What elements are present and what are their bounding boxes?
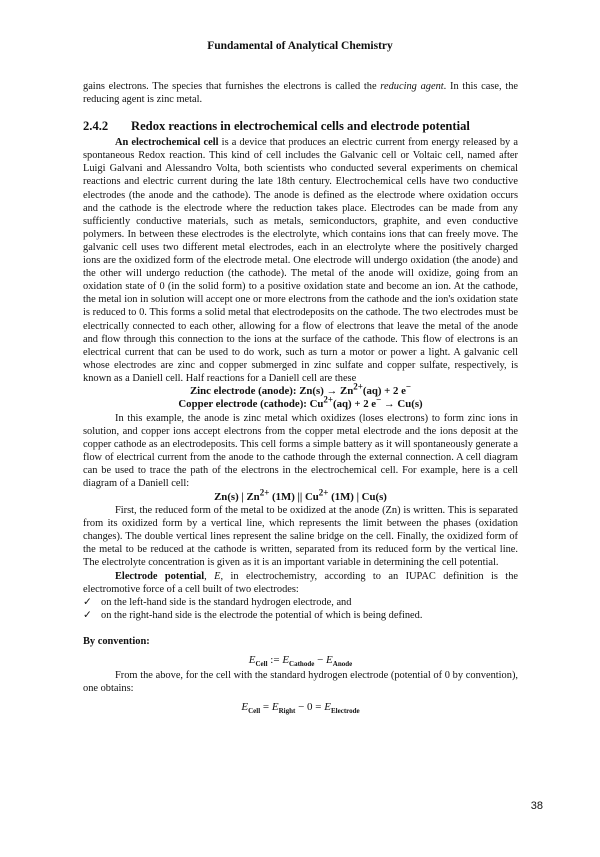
reducing-agent-term: reducing agent	[380, 81, 444, 92]
f2-e3: E	[324, 701, 331, 714]
f2-mid: − 0 =	[295, 701, 325, 714]
diagram-charge-1: 2+	[259, 486, 270, 497]
f2-s2: Right	[278, 707, 296, 716]
diagram-c: (1M) | Cu(s)	[328, 490, 387, 503]
f1-e3: E	[326, 653, 333, 666]
diagram-b: (1M) || Cu	[269, 490, 319, 503]
checkmark-icon: ✓	[83, 596, 92, 608]
running-header: Fundamental of Analytical Chemistry	[207, 40, 393, 52]
convention-heading: By convention:	[83, 635, 150, 647]
f2-eq: =	[260, 701, 272, 714]
cell-diagram	[83, 486, 518, 505]
f1-s2: Cathode	[289, 660, 315, 669]
copper-eq-c: → Cu(s)	[381, 398, 423, 411]
f2-s3: Electrode	[331, 707, 360, 716]
copper-eq-electron: −	[376, 394, 382, 405]
f1-e1: E	[248, 653, 256, 666]
cell-potential-formula	[83, 653, 518, 667]
zinc-eq-charge: 2+	[353, 381, 363, 392]
diagram-a: Zn(s) | Zn	[214, 490, 260, 503]
electrode-potential-paragraph	[83, 570, 518, 596]
potential-symbol: E	[214, 570, 221, 582]
checkmark-icon: ✓	[83, 609, 92, 621]
intro-paragraph	[83, 80, 518, 106]
copper-eq-b: (aq) + 2 e	[333, 398, 377, 411]
zinc-eq-a: Zinc electrode (anode): Zn(s) → Zn	[189, 384, 354, 397]
zinc-eq-b: (aq) + 2 e	[362, 384, 406, 397]
page-body	[83, 80, 518, 716]
first-paragraph: First, the reduced form of the metal to be oxidized at the anode (Zn) is written. This is separated from its oxidized form by a vertical line, which represents the limit between the phases (oxidation changes). The double vertical lines represent the saline bridge on the cell. Finally, the oxidized form of the metal to be reduced at the cathode is written, separated from its reduced form by the vertical line. The electrolyte concentration is given as it is an important variable in determining the cell potential.	[83, 505, 518, 569]
potential-text: , in electrochemistry, according to an IUPAC definition is the electromotive force of a cell built of two electrodes:	[83, 570, 518, 595]
electrochemical-cell-paragraph	[83, 136, 518, 385]
section-title: Redox reactions in electrochemical cells and electrode potential	[131, 119, 470, 134]
list-item	[83, 596, 518, 609]
page-number: 38	[530, 800, 543, 812]
electrochemical-cell-text: is a device that produces an electric current from energy released by a spontaneous Redox reaction. This kind of cell includes the Galvanic cell or Voltaic cell, named after Luigi Galvani and Alessandro Volta, both scientists who conducted several experiments on chemical reactions and electric current during the late 18th century. Electrochemical cells have two conductive electrodes (the anode and the cathode). The anode is defined as the electrode where oxidation occurs and the cathode is the electrode where the reduction takes place. Electrodes can be made from any sufficiently conductive materials, such as metals, semiconductors, graphite, and even conductive polymers. In between these electrodes is the electrolyte, which contains ions that can freely move. The galvanic cell uses two different metal electrodes, each in an electrolyte where the positively charged ions are the oxidized form of the electrode metal. One electrode will undergo oxidation (the anode) and the other will undergo reduction (the cathode). The metal of the anode will oxidize, going from an oxidation state of 0 (in the solid form) to a positive oxidation state and become an ion. At the cathode, the metal ion in solution will accept one or more electrons from the cathode and the ion's oxidation state is reduced to 0. This forms a solid metal that electrodeposits on the cathode. The two electrodes must be electrically connected to each other, allowing for a flow of electrons that leave the metal of the anode and flow through this connection to the ions at the surface of the cathode. This flow of electrons is an electrical current that can be used to do work, such as turn a motor or power a light. A galvanic cell whose electrodes are zinc and copper submerged in zinc sulfate and copper sulfate, respectively, is known as a Daniell cell. Half reactions for a Daniell cell are these	[83, 137, 518, 384]
bullet-text: on the right-hand side is the electrode the potential of which is being defined.	[101, 609, 423, 621]
electrode-potential-formula	[83, 700, 518, 714]
copper-eq-a: Copper electrode (cathode): Cu	[178, 398, 324, 411]
section-heading	[83, 119, 518, 134]
f1-s1: Cell	[255, 660, 268, 669]
diagram-charge-2: 2+	[318, 486, 329, 497]
bullet-text: on the left-hand side is the standard hydrogen electrode, and	[101, 596, 352, 608]
f2-s1: Cell	[248, 707, 261, 716]
intro-text-b: . In this case, the reducing agent is zinc metal.	[83, 81, 519, 106]
intro-text-a: gains electrons. The species that furnishes the electrons is called the	[83, 81, 381, 92]
zinc-eq-electron: −	[405, 381, 412, 392]
above-paragraph: From the above, for the cell with the standard hydrogen electrode (potential of 0 by convention), one obtains:	[83, 669, 518, 695]
copper-eq-charge: 2+	[323, 394, 334, 405]
f2-e1: E	[241, 701, 249, 714]
electrochemical-cell-term: An electrochemical cell	[115, 137, 219, 149]
f1-minus: −	[314, 653, 327, 666]
f1-e2: E	[282, 653, 290, 666]
zinc-half-reaction	[83, 381, 518, 399]
section-number: 2.4.2	[83, 119, 109, 134]
example-paragraph: In this example, the anode is zinc metal which oxidizes (loses electrons) to form zinc ions in solution, and copper ions accept electrons from the copper metal electrode and the ions deposit at the copper cathode as an electrodeposits. This cell forms a simple battery as it will spontaneously generate a flow of electrical current from the anode to the cathode through the external connection. A cell diagram can be used to trace the path of the electrons in the electrochemical cell. For example, here is a cell diagram of a Daniell cell:	[83, 412, 518, 490]
list-item	[83, 609, 518, 622]
copper-half-reaction	[83, 394, 518, 412]
f2-e2: E	[271, 701, 279, 714]
electrode-potential-term: Electrode potential	[115, 570, 205, 582]
potential-sep: ,	[204, 570, 215, 582]
f1-op: :=	[267, 653, 283, 666]
f1-s3: Anode	[332, 660, 353, 669]
